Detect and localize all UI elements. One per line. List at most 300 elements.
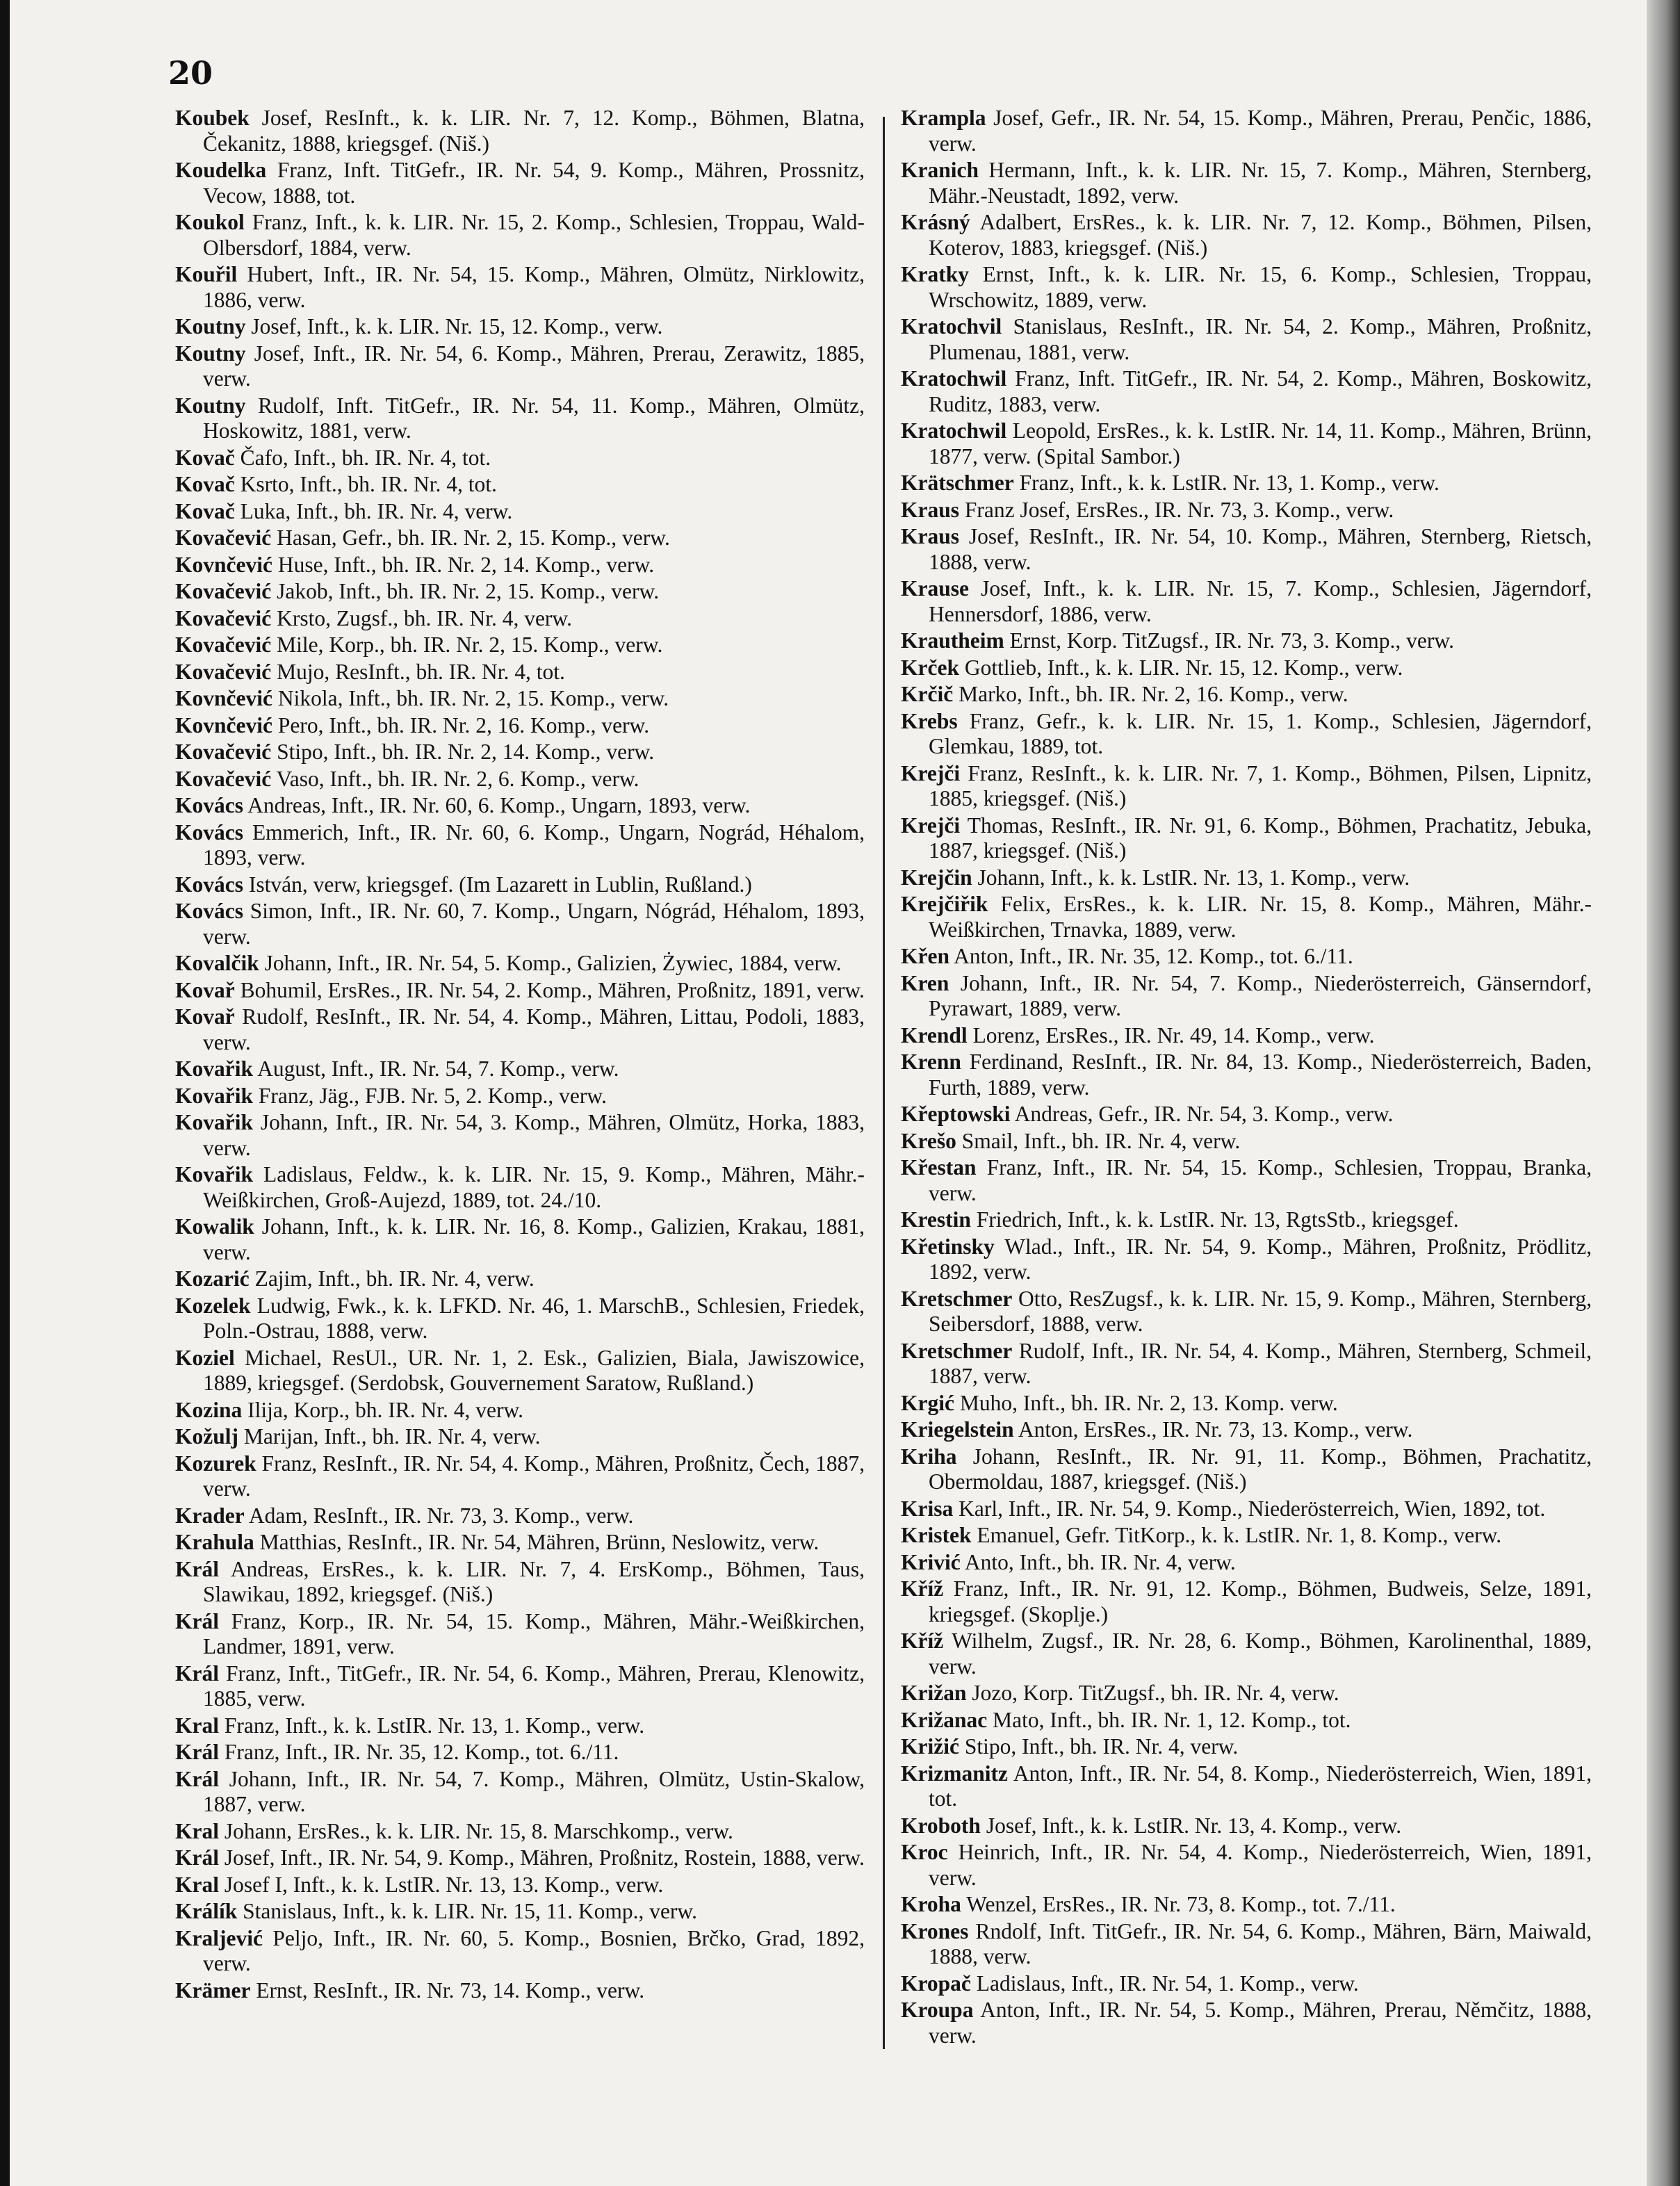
list-item (175, 899, 865, 949)
entry-surname: Křeptowski (901, 1102, 1011, 1126)
entry-details: Pero, Inft., bh. IR. Nr. 2, 16. Komp., verw. (272, 712, 650, 737)
entry-surname: Kovačević (175, 659, 272, 684)
entry-surname: Kriha (901, 1444, 957, 1469)
list-item (175, 1162, 865, 1213)
list-item (901, 628, 1592, 654)
list-item (901, 1681, 1592, 1706)
entry-details: Anton, ErsRes., IR. Nr. 73, 13. Komp., verw. (1013, 1417, 1413, 1442)
list-item (901, 944, 1592, 970)
entry-surname: Krejčin (901, 865, 972, 890)
entry-surname: Krones (901, 1918, 969, 1943)
entry-surname: Kovnčević (175, 712, 272, 737)
entry-surname: Krešo (901, 1128, 956, 1153)
list-item (901, 1207, 1592, 1233)
entry-surname: Král (175, 1661, 219, 1686)
entry-surname: Križanac (901, 1707, 988, 1732)
list-item (901, 1417, 1592, 1443)
entry-details: Franz, Inft., IR. Nr. 35, 12. Komp., tot. 6./11. (219, 1740, 619, 1764)
entry-details: Ernst, Inft., k. k. LIR. Nr. 15, 6. Komp., Schlesien, Troppau, Wrschowitz, 1889, verw. (929, 262, 1592, 312)
entry-details: Rudolf, Inft., IR. Nr. 54, 4. Komp., Mähren, Sternberg, Schmeil, 1887, verw. (929, 1338, 1592, 1388)
entry-surname: Krendl (901, 1022, 968, 1047)
left-column (175, 106, 865, 2005)
entry-details: Josef, ResInft., IR. Nr. 54, 10. Komp., Mähren, Sternberg, Rietsch, 1888, verw. (929, 524, 1592, 574)
entry-details: Andreas, Inft., IR. Nr. 60, 6. Komp., Ungarn, 1893, verw. (243, 793, 751, 817)
entry-details: Wlad., Inft., IR. Nr. 54, 9. Komp., Mähren, Proßnitz, Prödlitz, 1892, verw. (929, 1234, 1592, 1284)
entry-details: Lorenz, ErsRes., IR. Nr. 49, 14. Komp., verw. (967, 1022, 1375, 1047)
entry-surname: Kovač (175, 472, 235, 496)
list-item (901, 1550, 1592, 1576)
entry-details: Ilija, Korp., bh. IR. Nr. 4, verw. (242, 1397, 524, 1422)
entry-surname: Kral (175, 1818, 219, 1843)
entry-surname: Kozurek (175, 1451, 256, 1476)
entry-details: Matthias, ResInft., IR. Nr. 54, Mähren, Brünn, Neslowitz, verw. (254, 1530, 819, 1554)
entry-details: Stanislaus, Inft., k. k. LIR. Nr. 15, 11. Komp., verw. (237, 1899, 697, 1923)
entry-surname: Kretschmer (901, 1338, 1013, 1363)
entry-details: Wenzel, ErsRes., IR. Nr. 73, 8. Komp., tot. 7./11. (961, 1892, 1396, 1916)
entry-surname: Kratochvil (901, 314, 1002, 338)
list-item (901, 1919, 1592, 1970)
list-item (175, 1926, 865, 1977)
entry-details: Andreas, Gefr., IR. Nr. 54, 3. Komp., verw. (1010, 1102, 1394, 1126)
entry-surname: Krautheim (901, 628, 1004, 653)
entry-details: Anton, Inft., IR. Nr. 35, 12. Komp., tot. 6./11. (949, 944, 1353, 968)
entry-surname: Krásný (901, 210, 970, 234)
list-item (175, 1845, 865, 1871)
list-item (175, 1346, 865, 1396)
list-item (901, 971, 1592, 1022)
list-item (175, 633, 865, 658)
entry-details: Mujo, ResInft., bh. IR. Nr. 4, tot. (271, 659, 565, 684)
list-item (175, 660, 865, 685)
entry-surname: Koutny (175, 393, 246, 418)
list-item (175, 1978, 865, 2004)
entry-surname: Kovačević (175, 766, 272, 791)
list-item (175, 1004, 865, 1055)
entry-details: Marijan, Inft., bh. IR. Nr. 4, verw. (238, 1424, 541, 1449)
entry-surname: Kovačević (175, 579, 272, 603)
entry-details: Josef, Inft., IR. Nr. 54, 9. Komp., Mähren, Proßnitz, Rostein, 1888, verw. (219, 1845, 865, 1870)
list-item (175, 525, 865, 551)
entry-surname: Kovařik (175, 1083, 254, 1108)
list-item (175, 262, 865, 313)
entry-details: Anto, Inft., bh. IR. Nr. 4, verw. (960, 1549, 1236, 1574)
list-item (175, 1503, 865, 1529)
list-item (175, 1557, 865, 1608)
list-item (901, 655, 1592, 681)
entry-surname: Koudelka (175, 158, 267, 182)
entry-surname: Krivić (901, 1549, 961, 1574)
entry-details: Simon, Inft., IR. Nr. 60, 7. Komp., Ungarn, Nógrád, Héhalom, 1893, verw. (203, 899, 865, 949)
list-item (901, 1813, 1592, 1839)
entry-details: Rudolf, ResInft., IR. Nr. 54, 4. Komp., Mähren, Littau, Podoli, 1883, verw. (203, 1004, 865, 1054)
list-item (901, 761, 1592, 812)
list-item (175, 820, 865, 871)
list-item (175, 1110, 865, 1161)
entry-surname: Kristek (901, 1523, 972, 1547)
entry-surname: Kovács (175, 899, 243, 923)
entry-details: Rudolf, Inft. TitGefr., IR. Nr. 54, 11. Komp., Mähren, Olmütz, Hoskowitz, 1881, verw. (203, 393, 865, 443)
entry-details: Čafo, Inft., bh. IR. Nr. 4, tot. (234, 445, 491, 470)
entry-surname: Krček (901, 655, 959, 680)
page-number: 20 (168, 54, 213, 92)
entry-surname: Kraljević (175, 1925, 263, 1950)
list-item (175, 472, 865, 498)
list-item (175, 499, 865, 525)
entry-details: Huse, Inft., bh. IR. Nr. 2, 14. Komp., verw. (272, 552, 655, 577)
entry-details: Jakob, Inft., bh. IR. Nr. 2, 15. Komp., verw. (271, 579, 660, 603)
entry-surname: Kral (175, 1872, 219, 1897)
list-item (901, 158, 1592, 209)
list-item (175, 1819, 865, 1845)
list-item (175, 1740, 865, 1765)
entry-details: Leopold, ErsRes., k. k. LstIR. Nr. 14, 11. Komp., Mähren, Brünn, 1877, verw. (Spital Sambor.) (929, 418, 1592, 468)
list-item (175, 1084, 865, 1109)
list-item (901, 1496, 1592, 1522)
entry-surname: Križan (901, 1681, 967, 1705)
list-item (901, 106, 1592, 156)
entry-surname: Král (175, 1766, 219, 1791)
entry-details: Ladislaus, Feldw., k. k. LIR. Nr. 15, 9. Komp., Mähren, Mähr.-Weißkirchen, Groß-Aujezd, 1889, tot. 24./10. (203, 1162, 865, 1212)
entry-details: István, verw, kriegsgef. (Im Lazarett in Lublin, Rußland.) (243, 872, 752, 897)
list-item (901, 1734, 1592, 1760)
entry-details: Hubert, Inft., IR. Nr. 54, 15. Komp., Mähren, Olmütz, Nirklowitz, 1886, verw. (203, 262, 865, 312)
list-item (175, 767, 865, 792)
entry-surname: Krčič (901, 682, 954, 706)
entry-details: Josef, Inft., k. k. LIR. Nr. 15, 12. Komp., verw. (245, 314, 663, 338)
entry-surname: Kovalčik (175, 951, 259, 975)
entry-details: Marko, Inft., bh. IR. Nr. 2, 16. Komp., verw. (953, 682, 1348, 706)
entry-details: Franz Josef, ErsRes., IR. Nr. 73, 3. Komp., verw. (959, 497, 1394, 522)
list-item (901, 1102, 1592, 1127)
entry-details: Karl, Inft., IR. Nr. 54, 9. Komp., Niederösterreich, Wien, 1892, tot. (953, 1496, 1546, 1521)
entry-surname: Kovačević (175, 525, 272, 550)
list-item (901, 1892, 1592, 1918)
entry-details: Johann, ResInft., IR. Nr. 91, 11. Komp., Böhmen, Prachatitz, Obermoldau, 1887, kriegsgef. (Niš.) (929, 1444, 1592, 1494)
entry-surname: Krejči (901, 760, 961, 785)
entry-details: Jozo, Korp. TitZugsf., bh. IR. Nr. 4, verw. (966, 1681, 1339, 1705)
entry-details: Otto, ResZugsf., k. k. LIR. Nr. 15, 9. Komp., Mähren, Sternberg, Seibersdorf, 1888, verw. (929, 1286, 1592, 1336)
entry-surname: Kraus (901, 497, 960, 522)
list-item (175, 793, 865, 819)
entry-surname: Kral (175, 1713, 219, 1738)
entry-details: Emmerich, Inft., IR. Nr. 60, 6. Komp., Ungarn, Nográd, Héhalom, 1893, verw. (203, 819, 865, 870)
entry-details: Mile, Korp., bh. IR. Nr. 2, 15. Komp., verw. (271, 633, 663, 657)
entry-details: Johann, Inft., IR. Nr. 54, 7. Komp., Niederösterreich, Gänserndorf, Pyrawart, 1889, verw. (929, 970, 1592, 1020)
entry-surname: Koubek (175, 106, 250, 130)
list-item (175, 686, 865, 712)
entry-surname: Krenn (901, 1050, 961, 1074)
list-item (175, 951, 865, 977)
entry-details: Gottlieb, Inft., k. k. LIR. Nr. 15, 12. Komp., verw. (959, 655, 1403, 680)
page-edge-shadow (1647, 0, 1680, 2186)
list-item (901, 418, 1592, 469)
entry-surname: Kovačević (175, 633, 272, 657)
entry-surname: Kozina (175, 1397, 243, 1422)
entry-surname: Koukol (175, 210, 245, 234)
right-column (901, 106, 1592, 2050)
entry-details: Josef, ResInft., k. k. LIR. Nr. 7, 12. Komp., Böhmen, Blatna, Čekanitz, 1888, kriegsgef. (Niš.) (203, 106, 865, 156)
entry-details: Johann, ErsRes., k. k. LIR. Nr. 15, 8. Marschkomp., verw. (219, 1818, 733, 1843)
entry-surname: Král (175, 1845, 219, 1870)
entry-surname: Kovař (175, 977, 235, 1002)
entry-surname: Krejči (901, 813, 961, 838)
entry-details: Franz, Gefr., k. k. LIR. Nr. 15, 1. Komp., Schlesien, Jägerndorf, Glemkau, 1889, tot. (929, 708, 1592, 758)
entry-details: Johann, Inft., IR. Nr. 54, 5. Komp., Galizien, Żywiec, 1884, verw. (259, 951, 842, 975)
entry-details: Josef, Inft., k. k. LstIR. Nr. 13, 4. Komp., verw. (980, 1813, 1402, 1838)
entry-surname: Kozarić (175, 1266, 250, 1291)
entry-surname: Kovács (175, 819, 243, 845)
entry-surname: Křetinsky (901, 1234, 995, 1259)
entry-details: Franz, Inft., k. k. LIR. Nr. 15, 2. Komp., Schlesien, Troppau, Wald-Olbersdorf, 1884, verw. (203, 210, 865, 260)
entry-surname: Kovnčević (175, 686, 272, 710)
list-item (901, 366, 1592, 417)
entry-surname: Kroha (901, 1892, 961, 1916)
entry-details: Peljo, Inft., IR. Nr. 60, 5. Komp., Bosnien, Brčko, Grad, 1892, verw. (203, 1925, 865, 1975)
list-item (901, 1629, 1592, 1679)
entry-surname: Kovács (175, 872, 243, 897)
entry-surname: Kovačević (175, 740, 272, 764)
entry-surname: Krebs (901, 708, 958, 733)
list-item (175, 1057, 865, 1082)
entry-details: Bohumil, ErsRes., IR. Nr. 54, 2. Komp., Mähren, Proßnitz, 1891, verw. (234, 977, 865, 1002)
entry-details: Stipo, Inft., bh. IR. Nr. 2, 14. Komp., verw. (271, 740, 655, 764)
entry-surname: Kovač (175, 445, 235, 470)
list-item (175, 1661, 865, 1712)
list-item (175, 1214, 865, 1265)
list-item (901, 1391, 1592, 1417)
entry-details: Josef, Gefr., IR. Nr. 54, 15. Komp., Mähren, Prerau, Penčic, 1886, verw. (929, 106, 1592, 156)
entry-surname: Kriegelstein (901, 1417, 1014, 1442)
entry-details: Franz, Jäg., FJB. Nr. 5, 2. Komp., verw. (253, 1083, 607, 1108)
entry-surname: Kowalik (175, 1214, 254, 1239)
entry-surname: Kozelek (175, 1293, 251, 1318)
list-item (901, 1129, 1592, 1155)
entry-surname: Kraus (901, 524, 960, 548)
entry-details: Ksrto, Inft., bh. IR. Nr. 4, tot. (234, 472, 497, 496)
entry-details: Ernst, Korp. TitZugsf., IR. Nr. 73, 3. Komp., verw. (1004, 628, 1454, 653)
list-item (175, 978, 865, 1004)
entry-details: Ernst, ResInft., IR. Nr. 73, 14. Komp., verw. (250, 1977, 645, 2003)
entry-surname: Kožulj (175, 1424, 238, 1449)
list-item (901, 1761, 1592, 1812)
list-item (175, 446, 865, 471)
list-item (901, 498, 1592, 523)
entry-details: Stanislaus, ResInft., IR. Nr. 54, 2. Komp., Mähren, Proßnitz, Plumenau, 1881, verw. (929, 314, 1592, 364)
list-item (901, 210, 1592, 261)
entry-details: Johann, Inft., IR. Nr. 54, 3. Komp., Mähren, Olmütz, Horka, 1883, verw. (203, 1110, 865, 1160)
entry-details: Franz, ResInft., k. k. LIR. Nr. 7, 1. Komp., Böhmen, Pilsen, Lipnitz, 1885, kriegsgef. (Niš.) (929, 760, 1592, 810)
list-item (901, 1050, 1592, 1100)
entry-surname: Kropač (901, 1971, 971, 1996)
entry-details: August, Inft., IR. Nr. 54, 7. Komp., verw. (253, 1057, 619, 1081)
entry-surname: Krestin (901, 1207, 971, 1232)
entry-details: Franz, Inft. TitGefr., IR. Nr. 54, 2. Komp., Mähren, Boskowitz, Ruditz, 1883, verw. (929, 366, 1592, 416)
list-item (175, 393, 865, 444)
list-item (175, 1609, 865, 1660)
list-item (175, 1451, 865, 1502)
entry-details: Stipo, Inft., bh. IR. Nr. 4, verw. (959, 1734, 1239, 1759)
entry-details: Josef, Inft., IR. Nr. 54, 6. Komp., Mähren, Prerau, Zerawitz, 1885, verw. (203, 341, 865, 391)
entry-surname: Krause (901, 576, 969, 601)
list-item (175, 1713, 865, 1739)
entry-surname: Kovács (175, 793, 243, 817)
entry-surname: Kříž (901, 1629, 944, 1653)
entry-details: Krsto, Zugsf., bh. IR. Nr. 4, verw. (271, 605, 572, 630)
entry-details: Franz, Inft., k. k. LstIR. Nr. 13, 1. Komp., verw. (1013, 471, 1440, 495)
entry-details: Hasan, Gefr., bh. IR. Nr. 2, 15. Komp., verw. (271, 525, 670, 550)
entry-details: Franz, Inft., TitGefr., IR. Nr. 54, 6. Komp., Mähren, Prerau, Klenowitz, 1885, verw. (203, 1661, 865, 1711)
entry-surname: Krejčiřik (901, 892, 988, 916)
list-item (175, 1767, 865, 1818)
list-item (901, 524, 1592, 575)
entry-surname: Krampla (901, 106, 986, 130)
entry-surname: Krätschmer (901, 471, 1014, 495)
entry-surname: Kratky (901, 262, 969, 286)
entry-details: Mato, Inft., bh. IR. Nr. 1, 12. Komp., tot. (987, 1707, 1351, 1732)
entry-surname: Kouřil (175, 262, 238, 286)
list-item (175, 1398, 865, 1424)
entry-details: Franz, Inft., IR. Nr. 54, 15. Komp., Schlesien, Troppau, Branka, verw. (929, 1155, 1592, 1205)
list-item (901, 709, 1592, 760)
entry-details: Franz, Inft., IR. Nr. 91, 12. Komp., Böhmen, Budweis, Selze, 1891, kriegsgef. (Skoplje.) (929, 1576, 1592, 1626)
entry-details: Ludwig, Fwk., k. k. LFKD. Nr. 46, 1. MarschB., Schlesien, Friedek, Poln.-Ostrau, 1888, verw. (203, 1293, 865, 1343)
list-item (901, 1971, 1592, 1997)
entry-details: Muho, Inft., bh. IR. Nr. 2, 13. Komp. verw. (954, 1390, 1338, 1415)
entry-surname: Kroboth (901, 1813, 981, 1838)
list-item (901, 1023, 1592, 1049)
entry-surname: Král (175, 1740, 219, 1764)
entry-surname: Krisa (901, 1496, 954, 1521)
list-item (901, 576, 1592, 627)
list-item (901, 1234, 1592, 1285)
list-item (175, 106, 865, 156)
document-page (10, 0, 1668, 2186)
entry-surname: Kovařik (175, 1162, 254, 1186)
entry-surname: Kovařik (175, 1057, 254, 1081)
entry-surname: Kovařik (175, 1110, 254, 1134)
list-item (175, 158, 865, 209)
entry-surname: Kren (901, 970, 949, 995)
list-item (901, 1708, 1592, 1734)
list-item (175, 1899, 865, 1925)
entry-surname: Križić (901, 1734, 959, 1759)
list-item (175, 314, 865, 340)
entry-details: Franz, ResInft., IR. Nr. 54, 4. Komp., Mähren, Proßnitz, Čech, 1887, verw. (203, 1451, 865, 1501)
entry-details: Josef I, Inft., k. k. LstIR. Nr. 13, 13. Komp., verw. (219, 1872, 664, 1897)
entry-surname: Kříž (901, 1576, 944, 1601)
list-item (175, 1294, 865, 1344)
entry-surname: Kretschmer (901, 1286, 1013, 1311)
list-item (901, 682, 1592, 708)
list-item (901, 1576, 1592, 1627)
entry-details: Nikola, Inft., bh. IR. Nr. 2, 15. Komp., verw. (272, 686, 669, 710)
entry-surname: Koutny (175, 341, 246, 366)
column-divider (883, 117, 885, 2049)
entry-surname: Krader (175, 1503, 245, 1528)
list-item (175, 341, 865, 392)
list-item (901, 865, 1592, 891)
entry-surname: Krahula (175, 1530, 254, 1554)
entry-details: Johann, Inft., IR. Nr. 54, 7. Komp., Mähren, Olmütz, Ustin-Skalow, 1887, verw. (203, 1766, 865, 1816)
list-item (901, 892, 1592, 943)
entry-surname: Krgić (901, 1390, 954, 1415)
entry-details: Anton, Inft., IR. Nr. 54, 8. Komp., Niederösterreich, Wien, 1891, tot. (929, 1761, 1592, 1811)
entry-details: Ladislaus, Inft., IR. Nr. 54, 1. Komp., verw. (970, 1971, 1359, 1996)
entry-details: Franz, Korp., IR. Nr. 54, 15. Komp., Mähren, Mähr.-Weißkirchen, Landmer, 1891, verw. (203, 1608, 865, 1658)
list-item (901, 813, 1592, 864)
entry-details: Ferdinand, ResInft., IR. Nr. 84, 13. Komp., Niederösterreich, Baden, Furth, 1889, verw. (929, 1050, 1592, 1100)
list-item (175, 606, 865, 632)
entry-details: Rndolf, Inft. TitGefr., IR. Nr. 54, 6. Komp., Mähren, Bärn, Maiwald, 1888, verw. (929, 1918, 1592, 1968)
list-item (175, 1530, 865, 1556)
entry-details: Franz, Inft., k. k. LstIR. Nr. 13, 1. Komp., verw. (219, 1713, 645, 1738)
entry-surname: Kovař (175, 1004, 235, 1029)
entry-surname: Král (175, 1556, 219, 1581)
entry-surname: Křen (901, 944, 949, 968)
list-item (901, 1339, 1592, 1389)
entry-surname: Kranich (901, 158, 979, 182)
entry-details: Johann, Inft., k. k. LIR. Nr. 16, 8. Komp., Galizien, Krakau, 1881, verw. (203, 1214, 865, 1264)
list-item (175, 579, 865, 605)
entry-details: Zajim, Inft., bh. IR. Nr. 4, verw. (249, 1266, 535, 1291)
entry-surname: Kroupa (901, 1998, 974, 2022)
list-item (901, 1840, 1592, 1891)
entry-details: Emanuel, Gefr. TitKorp., k. k. LstIR. Nr. 1, 8. Komp., verw. (971, 1523, 1502, 1547)
list-item (175, 210, 865, 261)
entry-surname: Koutny (175, 314, 246, 338)
entry-surname: Kratochwil (901, 418, 1007, 443)
entry-details: Felix, ErsRes., k. k. LIR. Nr. 15, 8. Komp., Mähren, Mähr.-Weißkirchen, Trnavka, 1889, verw. (929, 892, 1592, 942)
entry-surname: Koziel (175, 1345, 235, 1370)
entry-surname: Kovač (175, 498, 235, 523)
entry-details: Smail, Inft., bh. IR. Nr. 4, verw. (956, 1128, 1241, 1153)
list-item (175, 1424, 865, 1450)
entry-details: Johann, Inft., k. k. LstIR. Nr. 13, 1. Komp., verw. (972, 865, 1410, 890)
list-item (175, 872, 865, 898)
entry-surname: Kovačević (175, 605, 272, 630)
list-item (175, 740, 865, 765)
list-item (901, 1155, 1592, 1206)
list-item (901, 1523, 1592, 1549)
entry-details: Josef, Inft., k. k. LIR. Nr. 15, 7. Komp., Schlesien, Jägerndorf, Hennersdorf, 1886, verw. (929, 576, 1592, 626)
list-item (175, 713, 865, 739)
entry-surname: Král (175, 1608, 219, 1633)
list-item (175, 553, 865, 578)
entry-surname: Krämer (175, 1977, 251, 2003)
entry-surname: Krizmanitz (901, 1761, 1008, 1786)
entry-details: Adalbert, ErsRes., k. k. LIR. Nr. 7, 12. Komp., Böhmen, Pilsen, Koterov, 1883, kriegsgef. (Niš.) (929, 210, 1592, 260)
list-item (175, 1266, 865, 1292)
entry-details: Adam, ResInft., IR. Nr. 73, 3. Komp., verw. (244, 1503, 634, 1528)
entry-details: Heinrich, Inft., IR. Nr. 54, 4. Komp., Niederösterreich, Wien, 1891, verw. (929, 1840, 1592, 1890)
list-item (175, 1873, 865, 1898)
list-item (901, 1287, 1592, 1337)
list-item (901, 1444, 1592, 1495)
entry-details: Andreas, ErsRes., k. k. LIR. Nr. 7, 4. ErsKomp., Böhmen, Taus, Slawikau, 1892, kriegsgef. (Niš.) (203, 1556, 865, 1606)
entry-details: Hermann, Inft., k. k. LIR. Nr. 15, 7. Komp., Mähren, Sternberg, Mähr.-Neustadt, 1892, verw. (929, 158, 1592, 208)
entry-details: Anton, Inft., IR. Nr. 54, 5. Komp., Mähren, Prerau, Němčitz, 1888, verw. (929, 1998, 1592, 2048)
entry-details: Franz, Inft. TitGefr., IR. Nr. 54, 9. Komp., Mähren, Prossnitz, Vecow, 1888, tot. (203, 158, 865, 208)
list-item (901, 1998, 1592, 2048)
list-item (901, 262, 1592, 313)
entry-surname: Králík (175, 1899, 238, 1923)
entry-details: Wilhelm, Zugsf., IR. Nr. 28, 6. Komp., Böhmen, Karolinenthal, 1889, verw. (929, 1629, 1592, 1679)
entry-surname: Kovnčević (175, 552, 272, 577)
entry-surname: Kratochwil (901, 366, 1007, 391)
entry-details: Luka, Inft., bh. IR. Nr. 4, verw. (234, 498, 513, 523)
list-item (901, 471, 1592, 496)
list-item (901, 314, 1592, 365)
